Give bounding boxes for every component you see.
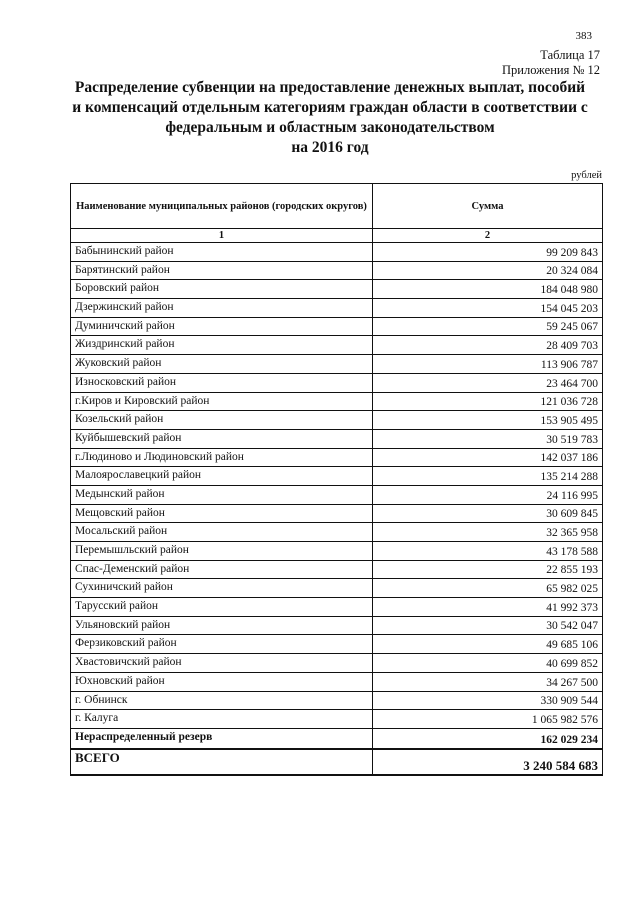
table-row bbox=[71, 635, 603, 654]
reserve-name: Нераспределенный резерв bbox=[71, 728, 373, 749]
appendix-label: Приложения № 12 bbox=[502, 63, 600, 77]
district-name: Юхновский район bbox=[71, 672, 373, 691]
district-name: Дзержинский район bbox=[71, 299, 373, 318]
column-number-2: 2 bbox=[373, 229, 603, 243]
total-sum: 3 240 584 683 bbox=[373, 749, 603, 775]
district-sum: 142 037 186 bbox=[373, 448, 603, 467]
page-number: 383 bbox=[575, 30, 592, 42]
column-header-sum: Сумма bbox=[373, 184, 603, 229]
district-name: г.Людиново и Людиновский район bbox=[71, 448, 373, 467]
district-sum: 113 906 787 bbox=[373, 355, 603, 374]
district-sum: 135 214 288 bbox=[373, 467, 603, 486]
district-name: Спас-Деменский район bbox=[71, 560, 373, 579]
district-name: Мосальский район bbox=[71, 523, 373, 542]
district-name: г. Обнинск bbox=[71, 691, 373, 710]
table-row bbox=[71, 261, 603, 280]
table-row bbox=[71, 560, 603, 579]
district-sum: 121 036 728 bbox=[373, 392, 603, 411]
district-name: Жуковский район bbox=[71, 355, 373, 374]
district-name: Малоярославецкий район bbox=[71, 467, 373, 486]
column-number-row bbox=[71, 229, 603, 243]
table-reference bbox=[502, 48, 600, 78]
table-row bbox=[71, 598, 603, 617]
table-row bbox=[71, 691, 603, 710]
table-row bbox=[71, 579, 603, 598]
district-sum: 65 982 025 bbox=[373, 579, 603, 598]
district-name: Износковский район bbox=[71, 373, 373, 392]
total-name: ВСЕГО bbox=[71, 749, 373, 775]
title-line: и компенсаций отдельным категориям граждан области в соответствии с bbox=[72, 99, 588, 116]
table-header-row bbox=[71, 184, 603, 229]
document-title bbox=[60, 78, 600, 158]
table-row bbox=[71, 317, 603, 336]
total-row bbox=[71, 749, 603, 775]
subsidy-table bbox=[70, 183, 603, 776]
table-row bbox=[71, 504, 603, 523]
table-row bbox=[71, 355, 603, 374]
table-row bbox=[71, 616, 603, 635]
district-name: Куйбышевский район bbox=[71, 429, 373, 448]
district-name: Хвастовичский район bbox=[71, 654, 373, 673]
district-sum: 49 685 106 bbox=[373, 635, 603, 654]
district-sum: 184 048 980 bbox=[373, 280, 603, 299]
table-row bbox=[71, 467, 603, 486]
district-name: Барятинский район bbox=[71, 261, 373, 280]
district-sum: 30 609 845 bbox=[373, 504, 603, 523]
district-sum: 154 045 203 bbox=[373, 299, 603, 318]
table-row bbox=[71, 299, 603, 318]
title-line: Распределение субвенции на предоставление денежных выплат, пособий bbox=[74, 79, 586, 96]
subsidy-table-container bbox=[70, 183, 602, 776]
table-row bbox=[71, 373, 603, 392]
district-sum: 99 209 843 bbox=[373, 243, 603, 262]
column-number-1: 1 bbox=[71, 229, 373, 243]
district-sum: 24 116 995 bbox=[373, 485, 603, 504]
table-row bbox=[71, 523, 603, 542]
column-header-name: Наименование муниципальных районов (городских округов) bbox=[71, 184, 373, 229]
district-sum: 43 178 588 bbox=[373, 542, 603, 561]
table-row bbox=[71, 542, 603, 561]
title-line: федеральным и областным законодательством bbox=[165, 119, 495, 136]
district-name: Жиздринский район bbox=[71, 336, 373, 355]
table-row bbox=[71, 243, 603, 262]
district-sum: 34 267 500 bbox=[373, 672, 603, 691]
table-row bbox=[71, 448, 603, 467]
district-name: Медынский район bbox=[71, 485, 373, 504]
district-sum: 153 905 495 bbox=[373, 411, 603, 430]
district-sum: 30 542 047 bbox=[373, 616, 603, 635]
reserve-sum: 162 029 234 bbox=[373, 728, 603, 749]
district-sum: 32 365 958 bbox=[373, 523, 603, 542]
table-label: Таблица 17 bbox=[540, 48, 600, 62]
table-body bbox=[71, 243, 603, 729]
table-row bbox=[71, 411, 603, 430]
district-name: Перемышльский район bbox=[71, 542, 373, 561]
table-row bbox=[71, 336, 603, 355]
district-sum: 28 409 703 bbox=[373, 336, 603, 355]
district-sum: 59 245 067 bbox=[373, 317, 603, 336]
table-row bbox=[71, 392, 603, 411]
district-sum: 40 699 852 bbox=[373, 654, 603, 673]
district-sum: 22 855 193 bbox=[373, 560, 603, 579]
table-row bbox=[71, 654, 603, 673]
district-name: Тарусский район bbox=[71, 598, 373, 617]
district-name: Мещовский район bbox=[71, 504, 373, 523]
district-name: Боровский район bbox=[71, 280, 373, 299]
district-name: г.Киров и Кировский район bbox=[71, 392, 373, 411]
district-name: Сухиничский район bbox=[71, 579, 373, 598]
title-line: на 2016 год bbox=[291, 139, 369, 156]
table-row bbox=[71, 280, 603, 299]
district-name: Козельский район bbox=[71, 411, 373, 430]
district-name: Ферзиковский район bbox=[71, 635, 373, 654]
reserve-row bbox=[71, 728, 603, 749]
units-label: рублей bbox=[571, 170, 602, 181]
table-row bbox=[71, 672, 603, 691]
district-name: Бабынинский район bbox=[71, 243, 373, 262]
table-row bbox=[71, 429, 603, 448]
district-name: Ульяновский район bbox=[71, 616, 373, 635]
table-row bbox=[71, 485, 603, 504]
district-sum: 23 464 700 bbox=[373, 373, 603, 392]
district-sum: 30 519 783 bbox=[373, 429, 603, 448]
district-sum: 41 992 373 bbox=[373, 598, 603, 617]
table-row bbox=[71, 710, 603, 729]
district-sum: 1 065 982 576 bbox=[373, 710, 603, 729]
district-sum: 330 909 544 bbox=[373, 691, 603, 710]
district-sum: 20 324 084 bbox=[373, 261, 603, 280]
district-name: Думиничский район bbox=[71, 317, 373, 336]
district-name: г. Калуга bbox=[71, 710, 373, 729]
